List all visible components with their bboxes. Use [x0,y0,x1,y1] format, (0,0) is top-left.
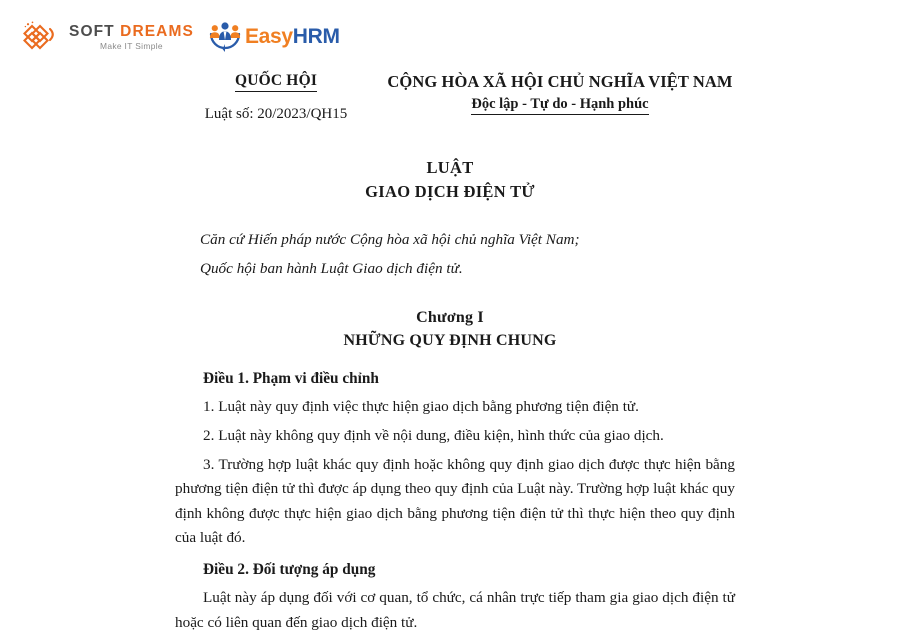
easyhrm-people-icon [208,21,242,53]
softdreams-tagline: Make IT Simple [100,41,163,52]
logo-bar [18,20,340,54]
article-2-heading: Điều 2. Đối tượng áp dụng [203,561,376,579]
softdreams-word-soft: SOFT [69,22,115,40]
softdreams-name [69,24,194,40]
motto-line [380,93,740,115]
chapter-block [0,306,900,352]
easyhrm-wordmark [245,25,340,49]
law-title-block [0,156,900,204]
masthead [0,72,900,134]
masthead-left [196,72,356,123]
masthead-right [380,72,740,115]
softdreams-mark-icon [18,20,64,54]
national-body: QUỐC HỘI [235,72,317,92]
article-1-paragraph-2: 2. Luật này không quy định về nội dung, điều kiện, hình thức của giao dịch. [203,426,664,444]
articles-section [0,368,900,635]
article-2-paragraph-1: Luật này áp dụng đối với cơ quan, tổ chức, cá nhân trực tiếp tham gia giao dịch điện tử hoặc có liên quan đến giao dịch điện tử. [175,589,735,631]
easyhrm-word-hrm: HRM [292,25,340,48]
article-1-heading: Điều 1. Phạm vi điều chỉnh [203,370,379,388]
softdreams-wordmark [69,24,194,51]
law-title-line1: LUẬT [426,158,474,177]
law-number: Luật số: 20/2023/QH15 [204,106,348,122]
document-content [0,72,900,635]
softdreams-logo [18,20,194,54]
article-1-paragraph-1: 1. Luật này quy định việc thực hiện giao dịch bằng phương tiện điện tử. [203,398,639,416]
easyhrm-word-easy: Easy [244,25,293,48]
chapter-number: Chương I [416,309,484,327]
country-name: CỘNG HÒA XÃ HỘI CHỦ NGHĨA VIỆT NAM [387,72,733,91]
law-title-line2: GIAO DỊCH ĐIỆN TỬ [365,181,535,201]
article-1 [175,368,735,551]
national-motto: Độc lập - Tự do - Hạnh phúc [471,96,648,115]
softdreams-word-dreams: DREAMS [120,22,194,40]
article-1-paragraph-3: 3. Trường hợp luật khác quy định hoặc không quy định giao dịch được thực hiện bằng phương tiện điện tử thì được áp dụng theo quy định của Luật này. Trường hợp luật khác quy định không được thực hiện giao dịch bằng phương tiện điện tử thì thực hiện theo quy định của luật đó. [175,455,735,547]
chapter-name: NHỮNG QUY ĐỊNH CHUNG [343,332,557,350]
preamble-line2: Quốc hội ban hành Luật Giao dịch điện tử. [200,259,463,277]
easyhrm-logo [208,21,340,53]
preamble-line1: Căn cứ Hiến pháp nước Cộng hòa xã hội chủ nghĩa Việt Nam; [200,230,580,248]
article-2 [175,559,735,635]
preamble [0,228,900,280]
national-body-line [196,72,356,92]
